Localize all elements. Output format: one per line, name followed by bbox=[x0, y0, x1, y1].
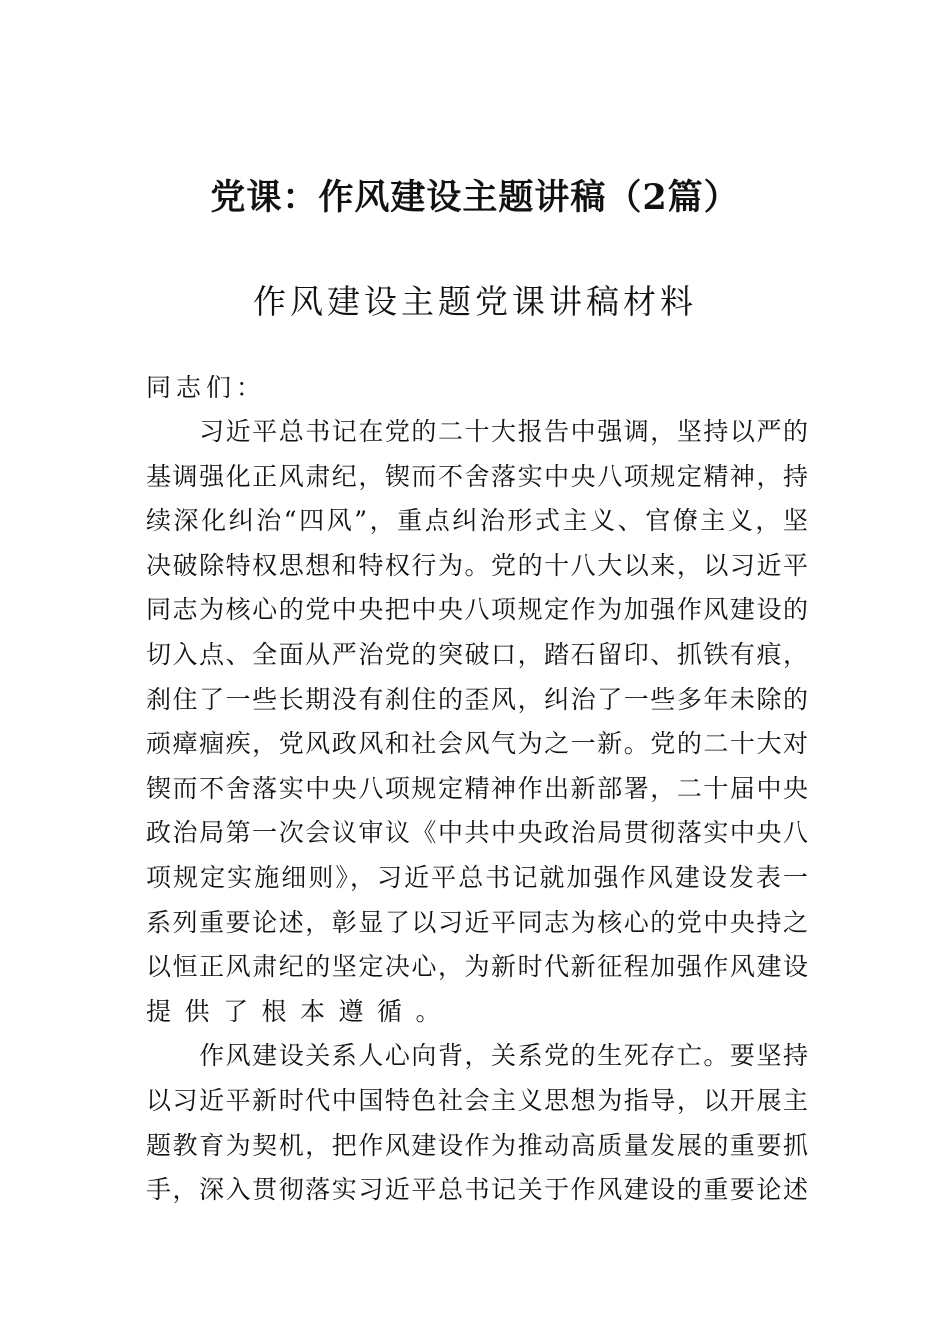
document-title: 党课：作风建设主题讲稿（2篇） bbox=[210, 177, 740, 218]
text-line: 手，深入贯彻落实习近平总书记关于作风建设的重要论述 bbox=[146, 1175, 808, 1205]
document-subtitle: 作风建设主题党课讲稿材料 bbox=[253, 282, 697, 321]
text-line: 项规定实施细则》，习近平总书记就加强作风建设发表一 bbox=[146, 862, 808, 892]
text-line: 系列重要论述，彰显了以习近平同志为核心的党中央持之 bbox=[146, 907, 808, 937]
text-line: 决破除特权思想和特权行为。党的十八大以来，以习近平 bbox=[146, 550, 808, 580]
text-line: 题教育为契机，把作风建设作为推动高质量发展的重要抓 bbox=[146, 1130, 808, 1160]
paragraph bbox=[146, 1034, 808, 1212]
text-line: 续深化纠治“四风”，重点纠治形式主义、官僚主义，坚 bbox=[146, 506, 808, 536]
text-line: 习近平总书记在党的二十大报告中强调，坚持以严的 bbox=[146, 417, 808, 446]
text-line: 刹住了一些长期没有刹住的歪风，纠治了一些多年未除的 bbox=[146, 684, 808, 714]
text-line: 以习近平新时代中国特色社会主义思想为指导，以开展主 bbox=[146, 1085, 808, 1115]
document-body bbox=[146, 410, 808, 1213]
text-line: 作风建设关系人心向背，关系党的生死存亡。要坚持 bbox=[146, 1041, 808, 1071]
text-line: 锲而不舍落实中央八项规定精神作出新部署，二十届中央 bbox=[146, 773, 808, 803]
text-line: 同志为核心的党中央把中央八项规定作为加强作风建设的 bbox=[146, 595, 808, 625]
paragraph bbox=[146, 410, 808, 1034]
greeting: 同志们： bbox=[146, 373, 267, 402]
text-line: 政治局第一次会议审议《中共中央政治局贯彻落实中央八 bbox=[146, 818, 808, 848]
text-line: 顽瘴痼疾，党风政风和社会风气为之一新。党的二十大对 bbox=[146, 729, 808, 759]
text-line: 基调强化正风肃纪，锲而不舍落实中央八项规定精神，持 bbox=[146, 461, 808, 491]
text-line: 提供了根本遵循。 bbox=[146, 996, 455, 1026]
text-line: 切入点、全面从严治党的突破口，踏石留印、抓铁有痕， bbox=[146, 639, 808, 669]
text-line: 以恒正风肃纪的坚定决心，为新时代新征程加强作风建设 bbox=[146, 952, 808, 982]
